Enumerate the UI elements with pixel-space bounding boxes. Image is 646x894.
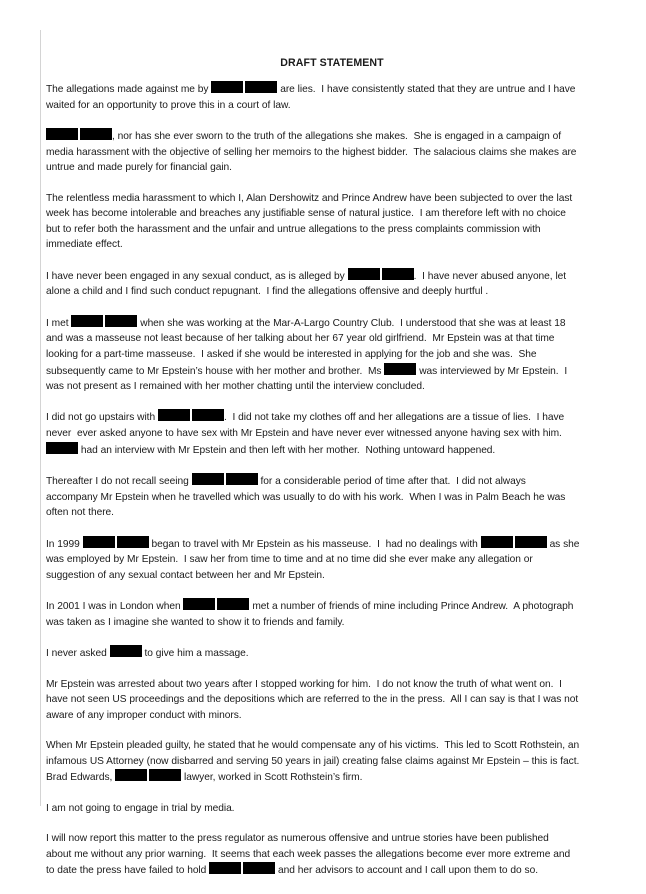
text-segment: alone a child and I find such conduct repugnant. I find the allegations offensive and deeply hurtful .	[46, 286, 489, 298]
paragraph	[46, 128, 618, 176]
text-line	[46, 677, 618, 693]
document-body	[46, 56, 618, 894]
text-line	[46, 754, 618, 770]
text-segment: was employed by Mr Epstein. I saw her from time to time and at no time did she ever make any allegation or	[46, 554, 533, 566]
redaction-box	[110, 645, 142, 657]
text-line	[46, 191, 618, 207]
text-segment: suggestion of any sexual contact between her and Mr Epstein.	[46, 569, 325, 581]
paragraph-list	[46, 81, 618, 879]
paragraph	[46, 831, 618, 879]
paragraph	[46, 81, 618, 113]
text-line	[46, 505, 618, 521]
text-line	[46, 409, 618, 426]
text-segment: The relentless media harassment to which I, Alan Dershowitz and Prince Andrew have been subjected to over the last	[46, 192, 573, 204]
text-line	[46, 160, 618, 176]
text-segment: to date the press have failed to hold	[46, 865, 210, 877]
text-line	[46, 552, 618, 568]
text-line	[46, 692, 618, 708]
text-segment: aware of any improper conduct with minors.	[46, 709, 242, 721]
redaction-box	[149, 769, 181, 781]
text-segment: subsequently came to Mr Epstein’s house with her mother and brother. Ms	[46, 365, 385, 377]
paragraph	[46, 677, 618, 724]
redaction-box	[192, 473, 224, 485]
redaction-box	[243, 862, 275, 874]
text-line	[46, 284, 618, 300]
text-segment: Brad Edwards,	[46, 772, 116, 784]
text-segment: began to travel with Mr Epstein as his masseuse. I had no dealings with	[148, 538, 481, 550]
redaction-box	[384, 363, 416, 375]
paragraph	[46, 409, 618, 458]
text-segment: about me without any prior warning. It seems that each week passes the allegations become ever more extreme and	[46, 848, 571, 860]
redaction-box	[158, 409, 190, 421]
redaction-box	[83, 536, 115, 548]
redaction-box	[192, 409, 224, 421]
text-segment: . I have never abused anyone, let	[413, 270, 567, 282]
text-segment: as she	[546, 538, 580, 550]
text-segment: was not present as I remained with her mother chatting until the interview concluded.	[46, 381, 425, 393]
redaction-box	[481, 536, 513, 548]
paragraph	[46, 268, 618, 300]
text-segment: are lies. I have consistently stated that they are untrue and I have	[277, 84, 576, 95]
text-segment: . I did not take my clothes off and her allegations are a tissue of lies. I have	[223, 412, 565, 424]
text-line	[46, 831, 618, 847]
text-line	[46, 206, 618, 222]
paragraph	[46, 598, 618, 630]
text-segment: week has become intolerable and breaches any justifiable sense of natural justice. I am therefore left with no choice	[46, 208, 566, 220]
text-line	[46, 568, 618, 584]
text-line	[46, 237, 618, 253]
text-segment: In 1999	[46, 538, 83, 550]
redaction-box	[226, 473, 258, 485]
text-segment: I did not go upstairs with	[46, 412, 158, 424]
paragraph	[46, 738, 618, 786]
redaction-box	[115, 769, 147, 781]
text-line	[46, 98, 618, 114]
text-segment: immediate effect.	[46, 239, 123, 251]
text-segment: looking for a part-time masseuse. I asked if she would be interested in applying for the job and she was. She	[46, 348, 537, 360]
page-edge-line	[40, 30, 41, 806]
text-segment: Thereafter I do not recall seeing	[46, 476, 192, 488]
text-segment: The allegations made against me by	[46, 84, 212, 95]
redaction-box	[348, 268, 380, 280]
text-line	[46, 615, 618, 631]
redaction-box	[117, 536, 149, 548]
text-segment: was interviewed by Mr Epstein. I	[416, 365, 568, 377]
text-segment: accompany Mr Epstein when he travelled which was usually to do with his work. When I was in Palm Beach he was	[46, 491, 566, 503]
text-segment: to give him a massage.	[141, 648, 249, 660]
paragraph	[46, 801, 618, 817]
text-segment: media harassment with the objective of selling her memoirs to the highest bidder. The salacious claims she makes are	[46, 146, 577, 158]
text-line	[46, 473, 618, 490]
text-line	[46, 347, 618, 363]
text-segment: , nor has she ever sworn to the truth of the allegations she makes. She is engaged in a campaign of	[112, 130, 562, 142]
text-line	[46, 222, 618, 238]
text-segment: had an interview with Mr Epstein and then left with her mother. Nothing untoward happened.	[78, 444, 496, 456]
text-line	[46, 769, 618, 786]
text-segment: and her advisors to account and I call upon them to do so.	[275, 865, 538, 877]
text-segment: In 2001 I was in London when	[46, 601, 184, 613]
text-line	[46, 331, 618, 347]
redaction-box	[71, 315, 103, 327]
text-segment: untrue and made purely for financial gain.	[46, 162, 232, 174]
text-segment: Mr Epstein was arrested about two years after I stopped working for him. I do not know the truth of what went on. I	[46, 678, 562, 690]
redaction-box	[183, 598, 215, 610]
text-line	[46, 862, 618, 879]
text-line	[46, 268, 618, 285]
text-segment: have not seen US proceedings and the depositions which are referred to the in the press. All I can say is that I was not	[46, 694, 579, 706]
text-segment: lawyer, worked in Scott Rothstein’s firm.	[181, 772, 363, 784]
text-line	[46, 645, 618, 662]
redaction-box	[382, 268, 414, 280]
text-line	[46, 442, 618, 459]
text-line	[46, 847, 618, 863]
text-line	[46, 598, 618, 615]
text-segment: I will now report this matter to the press regulator as numerous offensive and untrue stories have been published	[46, 833, 549, 845]
text-line	[46, 801, 618, 817]
paragraph	[46, 315, 618, 395]
text-segment: I never asked	[46, 648, 110, 660]
text-line	[46, 738, 618, 754]
redaction-box	[245, 81, 277, 93]
text-segment: for a considerable period of time after that. I did not always	[257, 476, 526, 488]
paragraph	[46, 645, 618, 662]
redaction-box	[211, 81, 243, 93]
redaction-box	[80, 128, 112, 140]
text-segment: when she was working at the Mar-A-Largo Country Club. I understood that she was at least 18	[137, 317, 566, 329]
text-line	[46, 708, 618, 724]
text-segment: waited for an opportunity to prove this in a court of law.	[46, 99, 291, 111]
text-segment: I have never been engaged in any sexual conduct, as is alleged by	[46, 270, 348, 282]
text-line	[46, 363, 618, 380]
redaction-box	[46, 442, 78, 454]
paragraph	[46, 191, 618, 253]
text-line	[46, 315, 618, 332]
text-segment: never ever asked anyone to have sex with Mr Epstein and have never ever witnessed anyone having sex with him.	[46, 428, 562, 440]
text-line	[46, 81, 618, 98]
text-segment: but to refer both the harassment and the unfair and untrue allegations to the press complaints commission with	[46, 223, 541, 235]
redaction-box	[105, 315, 137, 327]
text-segment: often not there.	[46, 507, 114, 519]
redaction-box	[46, 128, 78, 140]
redaction-box	[209, 862, 241, 874]
redaction-box	[217, 598, 249, 610]
text-line	[46, 379, 618, 395]
paragraph	[46, 473, 618, 521]
text-line	[46, 426, 618, 442]
text-segment: I am not going to engage in trial by media.	[46, 802, 235, 814]
text-line	[46, 490, 618, 506]
text-segment: When Mr Epstein pleaded guilty, he stated that he would compensate any of his victims. This led to Scott Rothstein, an	[46, 740, 580, 752]
document-title: DRAFT STATEMENT	[280, 57, 384, 69]
text-segment: and was a masseuse not least because of her talking about her 67 year old girlfriend. Mr Epstein was at that time	[46, 333, 555, 345]
text-line	[46, 536, 618, 553]
paragraph	[46, 536, 618, 584]
text-segment: infamous US Attorney (now disbarred and serving 50 years in jail) creating false claims against Mr Epstein – this is fact.	[46, 755, 580, 767]
text-segment: met a number of friends of mine including Prince Andrew. A photograph	[249, 601, 574, 613]
text-line	[46, 145, 618, 161]
text-segment: was taken as I imagine she wanted to show it to friends and family.	[46, 616, 345, 628]
redaction-box	[515, 536, 547, 548]
text-line	[46, 128, 618, 145]
text-segment: I met	[46, 317, 72, 329]
